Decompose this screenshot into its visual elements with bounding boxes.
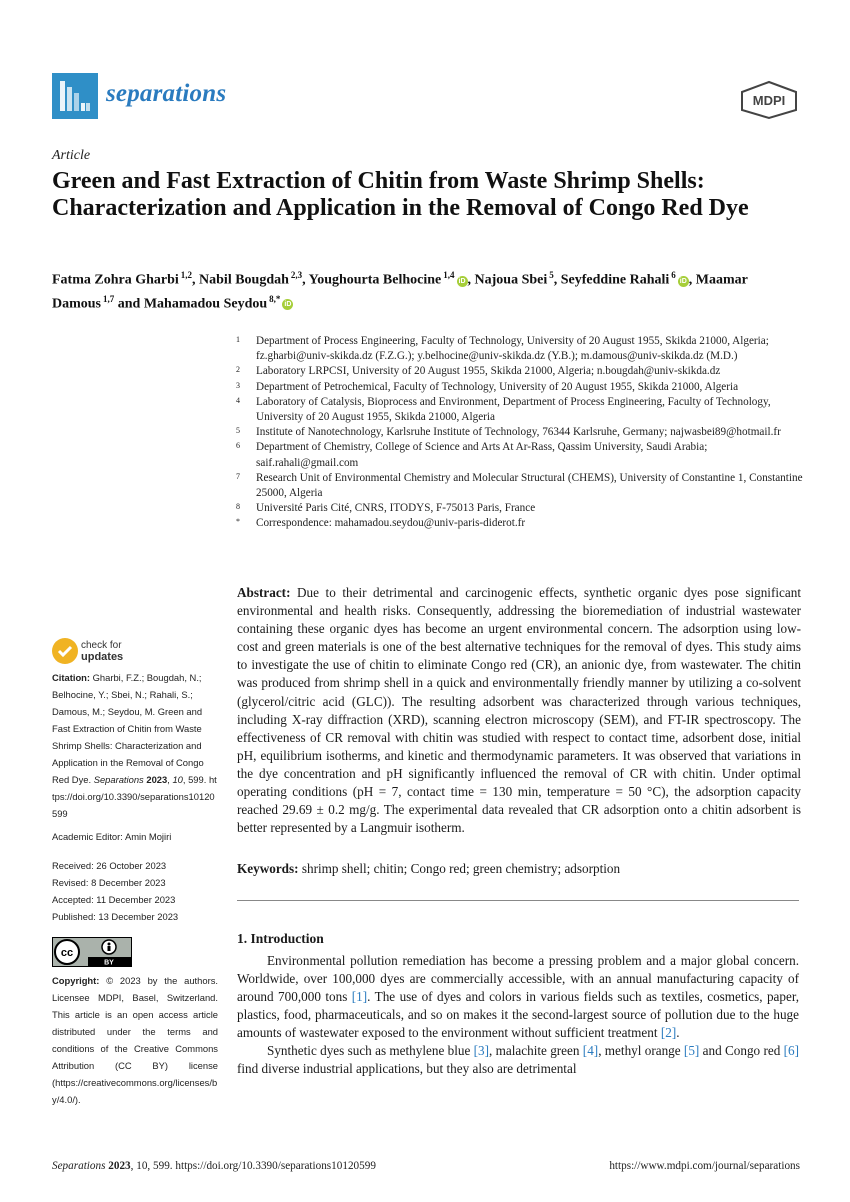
affiliation-item	[236, 501, 806, 516]
author: Nabil Bougdah	[199, 272, 289, 288]
affiliation-text: Université Paris Cité, CNRS, ITODYS, F-75013 Paris, France	[256, 502, 536, 515]
citation-link[interactable]: [6]	[783, 1043, 799, 1058]
cc-by-license-badge[interactable]	[52, 937, 132, 967]
introduction-body	[237, 952, 799, 1078]
affiliation-text: Department of Process Engineering, Faculty of Technology, University of 20 August 1955, Skikda 21000, Algeria; fz.gharbi@univ-skikda.dz (F.Z.G.); y.belhocine@univ-skikda.dz (Y.B.); m.damous@univ-skikda.dz (M.D.)	[256, 335, 769, 363]
publisher-logo[interactable]	[738, 80, 800, 120]
date-accepted: Accepted: 11 December 2023	[52, 894, 176, 905]
cc-badge-label: BY	[104, 959, 114, 967]
affiliation-text: Correspondence: mahamadou.seydou@univ-paris-diderot.fr	[256, 517, 526, 530]
abstract	[237, 584, 801, 837]
author-affiliation-sup: 5	[549, 270, 554, 280]
affiliation-text: Laboratory of Catalysis, Bioprocess and Environment, Department of Process Engineering, Faculty of Technology, University of 20 August 1955, Skikda 21000, Algeria	[256, 395, 771, 424]
check-updates-icon	[52, 638, 78, 664]
author: Youghourta Belhocine	[308, 272, 442, 288]
citation-year: 2023	[146, 774, 168, 785]
orcid-icon[interactable]: iD	[284, 301, 292, 309]
affiliation-number: 6	[236, 441, 240, 451]
author-affiliation-sup: 1,4	[443, 270, 455, 280]
author-affiliation-sup: 1,7	[103, 293, 115, 304]
author: Fatma Zohra Gharbi	[52, 272, 179, 288]
section-divider	[237, 900, 799, 901]
citation-link[interactable]: [2]	[660, 1025, 677, 1040]
affiliation-number: 8	[236, 502, 240, 512]
footer-citation: Separations 2023, 10, 599. https://doi.org/10.3390/separations10120599	[52, 1160, 376, 1172]
citation-block: Citation: Gharbi, F.Z.; Bougdah, N.; Belhocine, Y.; Sbei, N.; Rahali, S.; Damous, M.; Seydou, M. Green and Fast Extraction of Chitin from Waste Shrimp Shells: Characterization and Application in the Removal of Congo Red Dye. Separations 2023, 10, 599. https://doi.org/10.3390/separations10120599	[52, 672, 217, 819]
citation-link[interactable]: [3]	[473, 1043, 490, 1058]
copyright-text: © 2023 by the authors. Licensee MDPI, Basel, Switzerland. This article is an open access article distributed under the terms and conditions of the Creative Commons Attribution (CC BY) license (https://creativecommons.org/licenses/by/4.0/).	[52, 975, 218, 1105]
affiliation-item	[236, 516, 806, 531]
affiliation-item	[236, 471, 806, 501]
affiliation-text: Department of Chemistry, College of Science and Arts At Ar-Rass, Qassim University, Saudi Arabia; saif.rahali@gmail.com	[256, 441, 708, 469]
author: Maamar Damous	[52, 272, 748, 312]
abstract-text: Due to their detrimental and carcinogenic effects, synthetic organic dyes pose significant environmental and health risks. Consequently, addressing the bioremediation of industrial wastewater containing these organic dyes has become an urgent environmental concern. The adsorption using low-cost and green materials is one of the best alternative techniques for the removal of dyes. This study aims to investigate the use of chitin to eliminate Congo red (CR), an anionic dye, from wastewater. The chitin was produced from shrimp shell in a quick and environmentally friendly manner by utilizing a co-solvent (glycerol/citric acid (GLC)). The resulting adsorbent was characterized through various techniques, including X-ray diffraction (XRD), scanning electron microscopy (SEM), and FT-IR spectroscopy. The effectiveness of CR removal with chitin was studied with respect to contact time, adsorbent dose, initial pH, equilibrium isotherms, and kinetic and thermodynamic parameters. It was observed that variations in the dye concentration and pH significantly influenced the removal of CR with chitin. Under optimal operating conditions (pH = 7, contact time = 130 min, temperature = 50 °C), the adsorption capacity reached 29.69 ± 0.2 mg/g. The experimental data revealed that CR adsorption onto a chitin adsorbent is better represented by a Langmuir isotherm.	[237, 585, 801, 836]
affiliation-item	[236, 425, 806, 440]
affiliation-number: 7	[236, 471, 240, 481]
author-affiliation-sup: 1,2	[180, 270, 193, 280]
affiliations	[236, 334, 806, 532]
keywords-text: shrimp shell; chitin; Congo red; green chemistry; adsorption	[301, 861, 621, 876]
citation-pages: 599.	[188, 774, 207, 785]
check-updates-line1: check for	[81, 640, 122, 651]
affiliation-item	[236, 380, 806, 395]
copyright-label: Copyright:	[52, 975, 100, 986]
paragraph: Environmental pollution remediation has become a pressing problem and a major global concern. Worldwide, over 100,000 dyes are commercially accessible, with an annual manufacturing capacity of around 700,000 tons [1]. The use of dyes and colors in various fields such as textiles, cosmetics, paper, plastics, food, pharmaceuticals, and so on makes it the second-largest source of pollution due to the huge amounts of wastewater exposed to the environment without sufficient treatment [2].	[237, 953, 800, 1040]
check-for-updates-button[interactable]	[52, 638, 192, 666]
citation-link[interactable]: [4]	[582, 1043, 599, 1058]
author: Seyfeddine Rahali	[560, 272, 670, 288]
affiliation-number: *	[236, 517, 240, 527]
journal-logo-icon	[52, 73, 98, 119]
cc-by-icon	[52, 937, 132, 967]
affiliation-number: 5	[236, 426, 240, 436]
svg-text:cc: cc	[60, 947, 74, 959]
affiliation-text: Institute of Nanotechnology, Karlsruhe Institute of Technology, 76344 Karlsruhe, Germany; najwasbei89@hotmail.fr	[256, 426, 781, 439]
keywords	[237, 860, 801, 878]
citation-text: Gharbi, F.Z.; Bougdah, N.; Belhocine, Y.; Sbei, N.; Rahali, S.; Damous, M.; Seydou, M. Green and Fast Extraction of Chitin from Waste Shrimp Shells: Characterization and Application in the Removal of Congo Red Dye.	[52, 672, 204, 785]
copyright-block	[52, 972, 218, 1108]
author-affiliation-sup: 2,3	[290, 270, 303, 280]
check-updates-line2: updates	[81, 651, 124, 663]
article-type: Article	[52, 148, 91, 163]
date-published: Published: 13 December 2023	[52, 911, 179, 922]
affiliation-text: Laboratory LRPCSI, University of 20 August 1955, Skikda 21000, Algeria; n.bougdah@univ-skikda.dz	[256, 365, 721, 378]
citation-journal: Separations	[93, 774, 144, 785]
publisher-name: MDPI	[752, 93, 786, 108]
orcid-icon[interactable]: iD	[458, 277, 466, 285]
affiliation-number: 2	[236, 365, 240, 375]
section-heading-introduction: 1. Introduction	[237, 931, 324, 946]
article-title: Green and Fast Extraction of Chitin from Waste Shrimp Shells: Characterization and Application in the Removal of Congo Red Dye	[52, 168, 749, 221]
author-connector: and	[117, 296, 141, 312]
journal-name[interactable]: separations	[106, 80, 227, 107]
affiliation-number: 1	[236, 335, 240, 344]
affiliation-item	[236, 395, 806, 425]
academic-editor: Academic Editor: Amin Mojiri	[52, 831, 172, 842]
affiliation-item	[236, 364, 806, 379]
paragraph: Synthetic dyes such as methylene blue [3], malachite green [4], methyl orange [5] and Congo red [6] find diverse industrial applications, but they also are detrimental	[237, 1043, 799, 1076]
citation-link[interactable]: [5]	[683, 1043, 700, 1058]
author-affiliation-sup: 8,*	[269, 293, 281, 304]
date-received: Received: 26 October 2023	[52, 860, 167, 871]
abstract-label: Abstract:	[237, 585, 291, 600]
affiliation-item	[236, 440, 806, 470]
footer-journal-link[interactable]: https://www.mdpi.com/journal/separations	[609, 1160, 800, 1172]
journal-logo[interactable]	[52, 73, 98, 119]
dates-block	[52, 857, 218, 925]
citation-doi[interactable]: https://doi.org/10.3390/separations10120599	[52, 774, 217, 819]
author: Mahamadou Seydou	[143, 296, 268, 312]
date-revised: Revised: 8 December 2023	[52, 877, 166, 888]
affiliation-number: 3	[236, 380, 240, 390]
author-list: Fatma Zohra Gharbi $^{1,2}$, Nabil Bougdah $^{2,3}$, Youghourta Belhocine $^{1,4}$iD , Najoua Sbei $^5$, Seyfeddine Rahali $^6$iD , Maamar Damous $^{1,7}$ and Mahamadou Seydou $^{8,*}$iD	[52, 270, 748, 312]
citation-link[interactable]: [1]	[351, 989, 368, 1004]
author-affiliation-sup: 6	[671, 270, 676, 280]
affiliation-text: Research Unit of Environmental Chemistry and Molecular Structural (CHEMS), University of Constantine 1, Constantine 25000, Algeria	[256, 471, 803, 500]
affiliation-item	[236, 334, 806, 364]
author: Najoua Sbei	[474, 272, 548, 288]
citation-volume: 10	[172, 774, 183, 785]
mdpi-logo-icon	[738, 80, 800, 120]
affiliation-text: Department of Petrochemical, Faculty of Technology, University of 20 August 1955, Skikda 21000, Algeria	[256, 380, 739, 393]
citation-label: Citation:	[52, 672, 91, 683]
affiliation-number: 4	[236, 395, 240, 405]
keywords-label: Keywords:	[237, 861, 299, 876]
orcid-icon[interactable]: iD	[679, 277, 687, 285]
